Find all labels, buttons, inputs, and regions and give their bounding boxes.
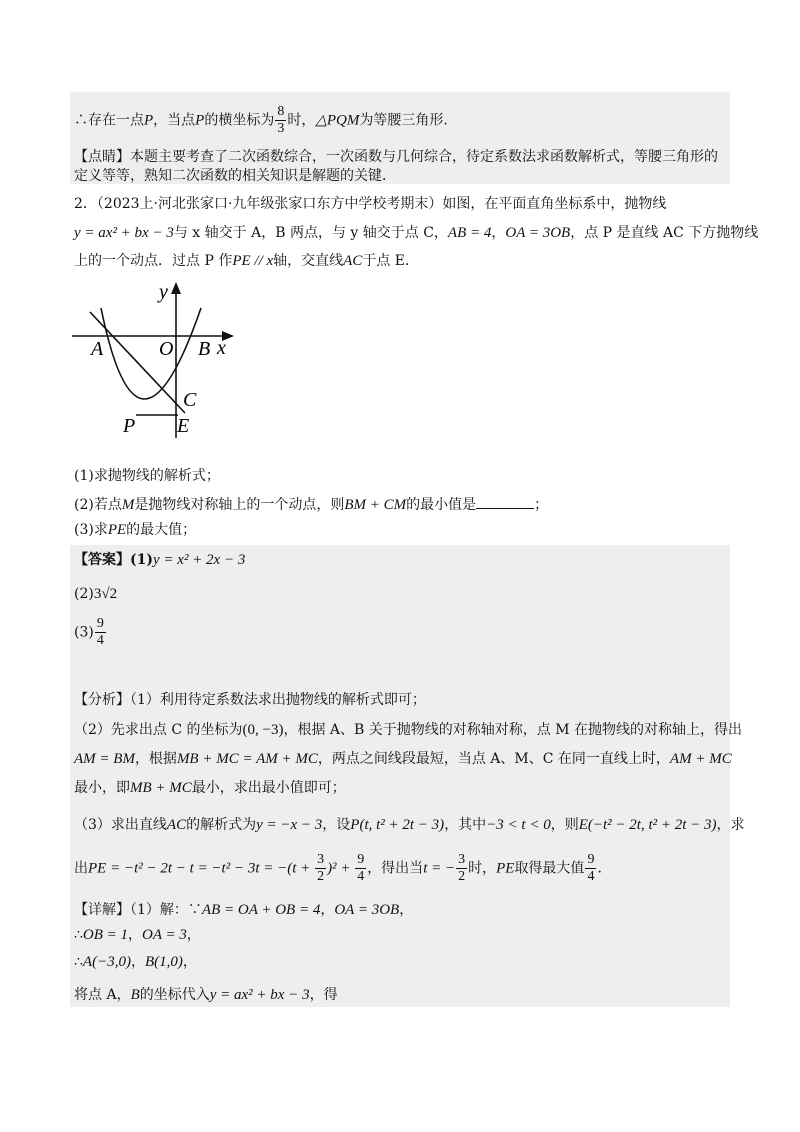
parabola-graph (70, 280, 250, 440)
question-1: (1)求抛物线的解析式； (74, 468, 220, 484)
question-2: (2)若点M是抛物线对称轴上的一个动点，则BM + CM的最小值是 ； (74, 494, 548, 515)
detail-3: ∴A(−3,0)，B(1,0)， (74, 954, 197, 970)
detail-2: ∴OB = 1，OA = 3， (74, 927, 201, 943)
label-c: C (183, 389, 197, 411)
label-y: y (159, 281, 168, 303)
label-p: P (123, 415, 136, 437)
detail-4: 将点 A，B的坐标代入y = ax² + bx − 3，得 (74, 987, 338, 1003)
analysis-3: AM = BM，根据MB + MC = AM + MC，两点之间线段最短，当点 A、M、C 在同一直线上时，AM + MC (74, 751, 732, 767)
comment-line-2: 定义等等，熟知二次函数的相关知识是解题的关键． (74, 168, 396, 184)
question-3: (3)求PE的最大值； (74, 522, 197, 538)
answer-1: 【答案】(1)y = x² + 2x − 3 (74, 552, 246, 568)
problem-2-line-3: 上的一个动点．过点 P 作PE // x轴，交直线AC于点 E． (74, 253, 419, 269)
parabola-curve (101, 308, 201, 399)
problem-2-line-2: y = ax² + bx − 3与 x 轴交于 A，B 两点，与 y 轴交于点 C，AB = 4，OA = 3OB，点 P 是直线 AC 下方抛物线 (74, 225, 759, 241)
fraction-9-4-b: $\frac{9}{4}$ (587, 852, 595, 884)
label-o: O (159, 338, 174, 360)
y-axis-arrow (171, 282, 181, 294)
fraction-9-4: $\frac{9}{4}$ (96, 616, 104, 648)
fraction-3-2-a: $\frac{3}{2}$ (317, 852, 325, 884)
label-b: B (198, 338, 211, 360)
conclusion-line: ∴存在一点P，当点P的横坐标为 $\frac{8}{3}$ 时，△PQM为等腰三角形． (74, 104, 458, 136)
analysis-5: （3）求出直线AC的解析式为y = −x − 3，设P(t, t² + 2t − 3)，其中−3 < t < 0，则E(−t² − 2t, t² + 2t − 3)，求 (74, 817, 745, 833)
answer-blank (476, 494, 534, 509)
analysis-1: 【分析】（1）利用待定系数法求出抛物线的解析式即可； (74, 692, 426, 708)
fraction-8-3: $\frac{8}{3}$ (277, 104, 285, 136)
answer-2: (2)3√2 (74, 586, 118, 602)
analysis-2: （2）先求出点 C 的坐标为(0, −3)，根据 A、B 关于抛物线的对称轴对称，点 M 在抛物线的对称轴上，得出 (74, 722, 743, 738)
analysis-6: 出PE = −t² − 2t − t = −t² − 3t = −(t + $\frac{3}{2}$ )² + $\frac{9}{4}$ ，得出当t = − $\frac{3}{2}$ 时，PE取得最大值 $\frac{9}{4}$ ． (74, 852, 612, 884)
comment-line-1: 【点睛】本题主要考查了二次函数综合，一次函数与几何综合，待定系数法求函数解析式，等腰三角形的 (74, 149, 718, 165)
answer-3: (3) $\frac{9}{4}$ (74, 616, 104, 648)
detail-1: 【详解】（1）解：∵AB = OA + OB = 4，OA = 3OB， (74, 902, 414, 918)
problem-2-header: 2．（2023上·河北张家口·九年级张家口东方中学校考期末）如图，在平面直角坐标系中，抛物线 (74, 196, 667, 212)
label-e: E (177, 415, 190, 437)
analysis-4: 最小，即MB + MC最小，求出最小值即可； (74, 780, 346, 796)
label-a: A (91, 338, 104, 360)
fraction-9-4-a: $\frac{9}{4}$ (357, 852, 365, 884)
fraction-3-2-b: $\frac{3}{2}$ (458, 852, 466, 884)
label-x: x (217, 337, 226, 359)
